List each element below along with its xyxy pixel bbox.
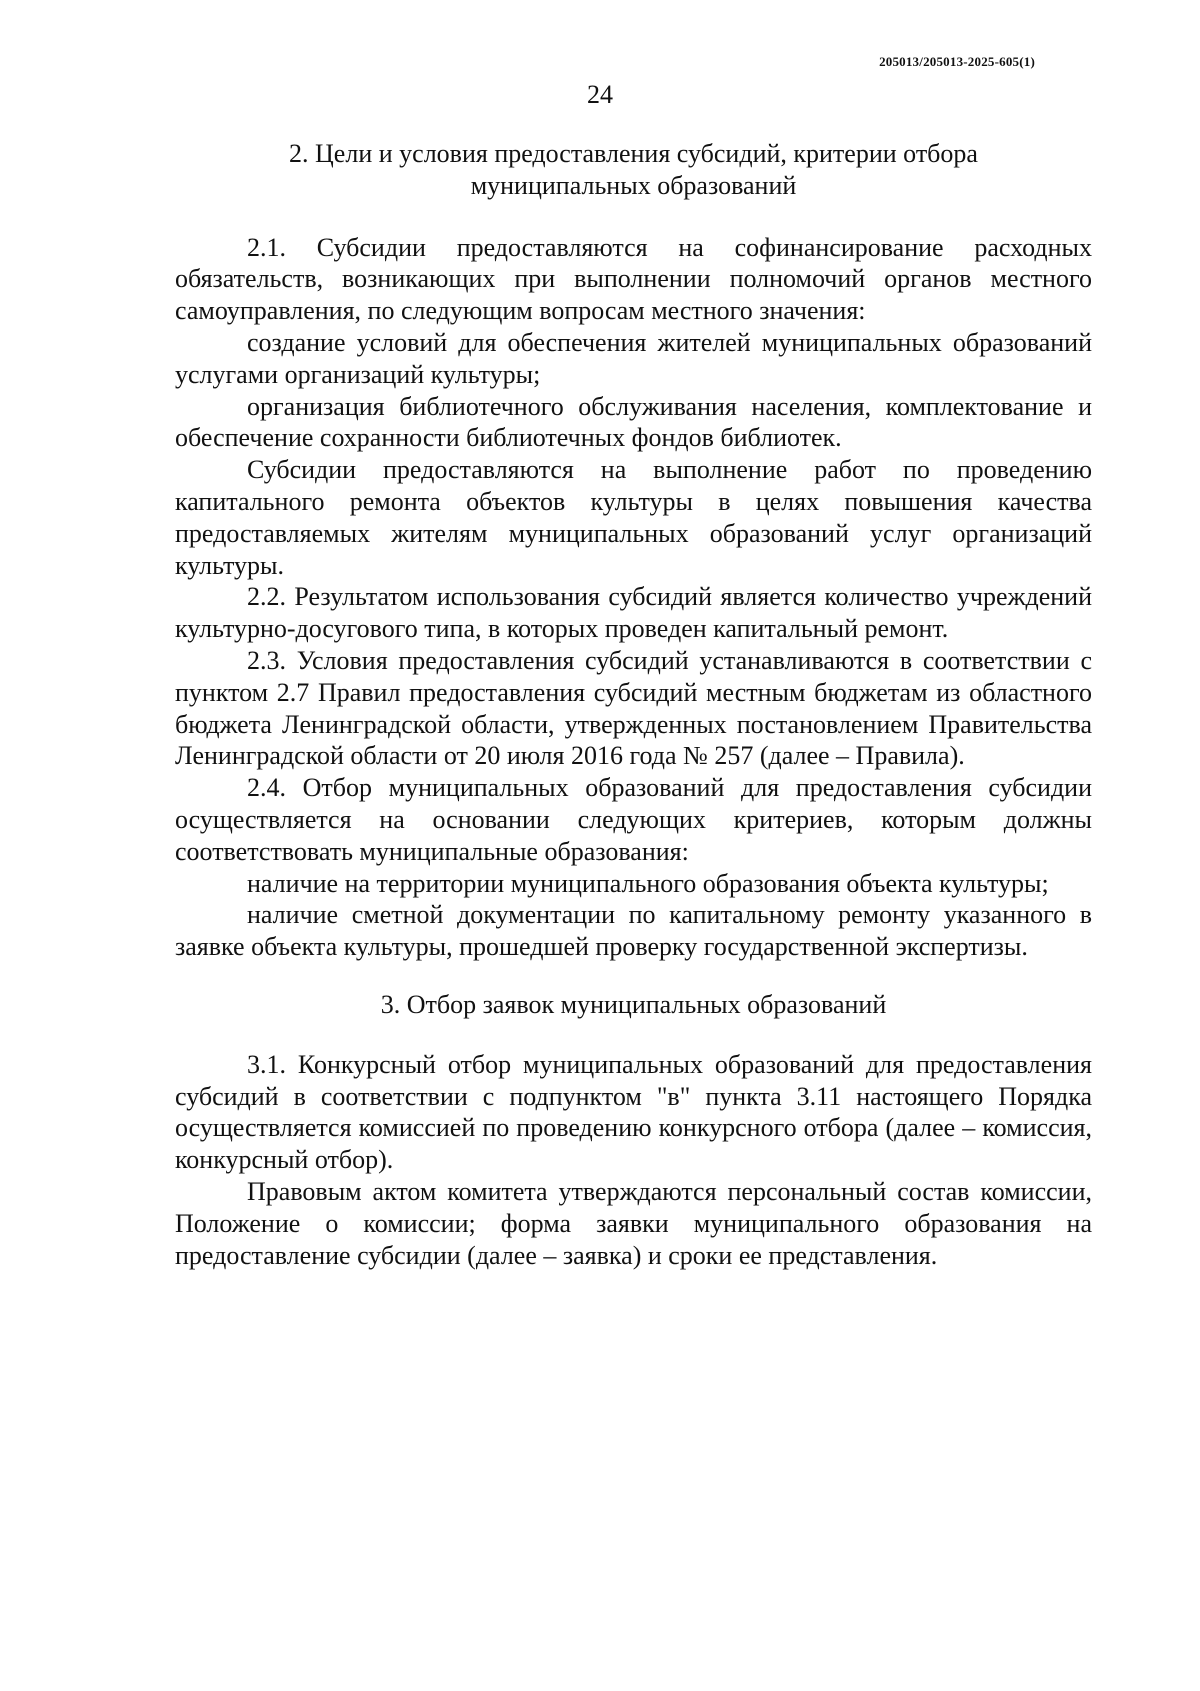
paragraph-2-4-criterion-2: наличие сметной документации по капитальному ремонту указанного в заявке объекта культуры, прошедшей проверку государственной экспертизы. xyxy=(175,900,1092,962)
document-body xyxy=(175,138,1092,1271)
section-2-heading-line-1: 2. Цели и условия предоставления субсидий, критерии отбора xyxy=(289,139,978,168)
paragraph-2-1: 2.1. Субсидии предоставляются на софинансирование расходных обязательств, возникающих при выполнении полномочий органов местного самоуправления, по следующим вопросам местного значения: xyxy=(175,232,1092,326)
paragraph-2-1-item-culture: создание условий для обеспечения жителей муниципальных образований услугами организаций культуры; xyxy=(175,327,1092,389)
page-number: 24 xyxy=(587,80,613,109)
section-2-heading xyxy=(175,138,1092,202)
paragraph-3-1: 3.1. Конкурсный отбор муниципальных образований для предоставления субсидий в соответствии с подпунктом "в" пункта 3.11 настоящего Порядка осуществляется комиссией по проведению конкурсного отбора (далее – комиссия, конкурсный отбор). xyxy=(175,1049,1092,1175)
paragraph-2-4-criterion-1: наличие на территории муниципального образования объекта культуры; xyxy=(247,868,1049,898)
paragraph-2-3: 2.3. Условия предоставления субсидий устанавливаются в соответствии с пунктом 2.7 Правил предоставления субсидий местным бюджетам из областного бюджета Ленинградской области, утвержденных постановлением Правительства Ленинградской области от 20 июля 2016 года № 257 (далее – Правила). xyxy=(175,645,1092,771)
document-id: 205013/205013-2025-605(1) xyxy=(879,54,1035,69)
paragraph-2-1-repair: Субсидии предоставляются на выполнение работ по проведению капитального ремонта объектов культуры в целях повышения качества предоставляемых жителям муниципальных образований услуг организаций культуры. xyxy=(175,455,1092,580)
section-3-heading: 3. Отбор заявок муниципальных образований xyxy=(380,989,887,1019)
paragraph-2-1-item-library: организация библиотечного обслуживания населения, комплектование и обеспечение сохранности библиотечных фондов библиотек. xyxy=(175,391,1092,453)
paragraph-2-4: 2.4. Отбор муниципальных образований для предоставления субсидии осуществляется на основании следующих критериев, которым должны соответствовать муниципальные образования: xyxy=(175,773,1092,866)
paragraph-3-1-legal-act: Правовым актом комитета утверждаются персональный состав комиссии, Положение о комиссии; форма заявки муниципального образования на предоставление субсидии (далее – заявка) и сроки ее представления. xyxy=(175,1176,1092,1270)
paragraph-2-2: 2.2. Результатом использования субсидий является количество учреждений культурно-досугового типа, в которых проведен капитальный ремонт. xyxy=(175,582,1092,644)
section-2-heading-line-2: муниципальных образований xyxy=(470,170,797,200)
